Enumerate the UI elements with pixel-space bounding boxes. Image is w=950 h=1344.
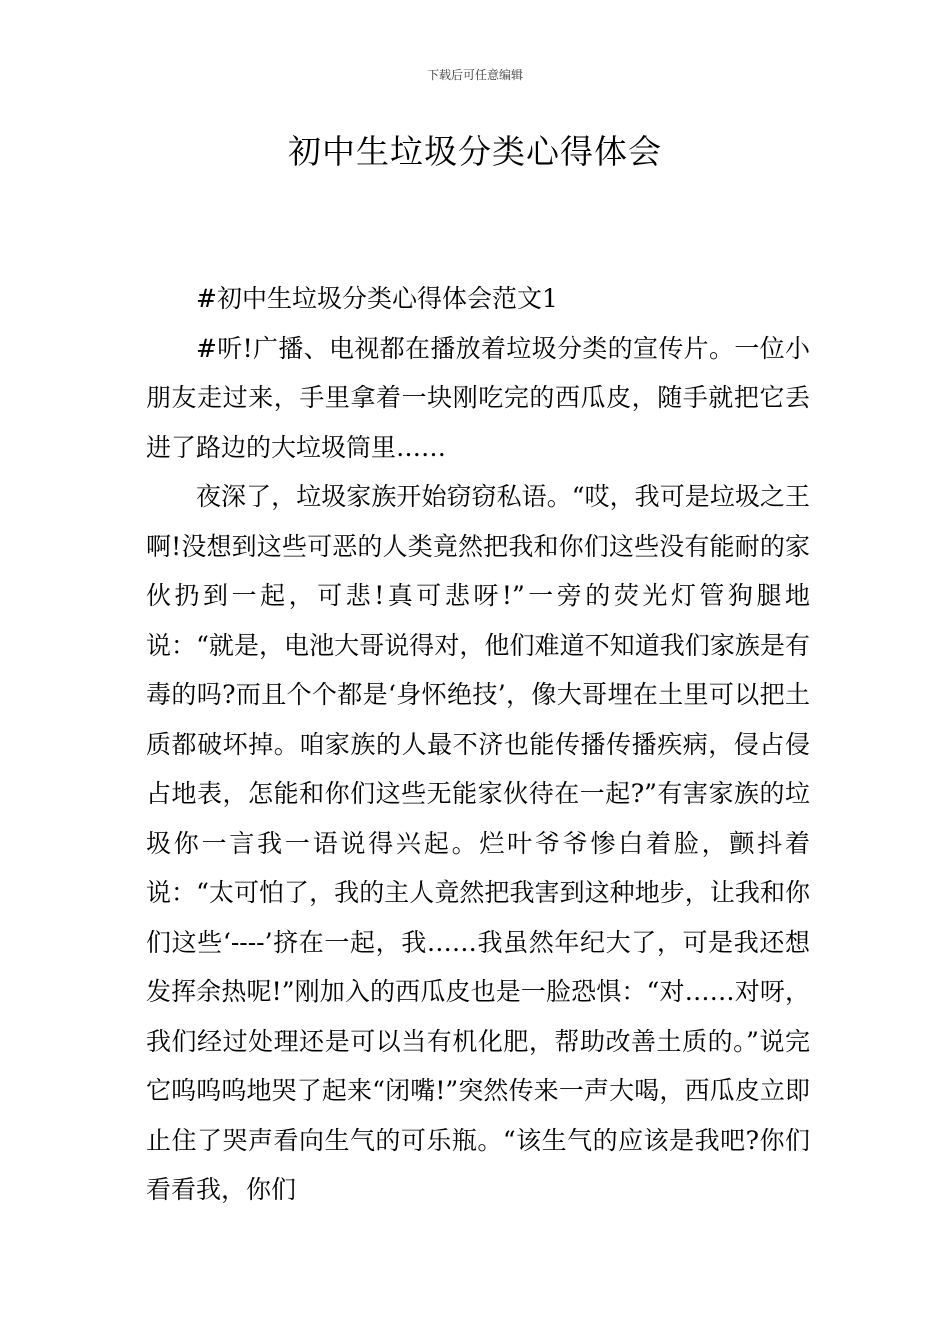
paragraph-story: 夜深了，垃圾家族开始窃窃私语。“哎，我可是垃圾之王啊!没想到这些可恶的人类竟然把我和你们这些没有能耐的家伙扔到一起，可悲!真可悲呀!”一旁的荧光灯管狗腿地说：“就是，电池大哥说得对，他们难道不知道我们家族是有毒的吗?而且个个都是‘身怀绝技’，像大哥埋在土里可以把土质都破坏掉。咱家族的人最不济也能传播传播疾病，侵占侵占地表，怎能和你们这些无能家伙待在一起?”有害家族的垃圾你一言我一语说得兴起。烂叶爷爷惨白着脸，颤抖着说：“太可怕了，我的主人竟然把我害到这种地步，让我和你们这些‘----’挤在一起，我……我虽然年纪大了，可是我还想发挥余热呢!”刚加入的西瓜皮也是一脸恐惧：“对……对呀，我们经过处理还是可以当有机化肥，帮助改善土质的。”说完它呜呜呜地哭了起来“闭嘴!”突然传来一声大喝，西瓜皮立即止住了哭声看向生气的可乐瓶。“该生气的应该是我吧?你们看看我，你们	[146, 482, 810, 1204]
header-note: 下载后可任意编辑	[426, 68, 523, 82]
paragraph-heading: #初中生垃圾分类心得体会范文1	[196, 284, 558, 313]
document-body	[146, 274, 810, 1215]
paragraph-intro: #听!广播、电视都在播放着垃圾分类的宣传片。一位小朋友走过来，手里拿着一块刚吃完的西瓜皮，随手就把它丢进了路边的大垃圾筒里……	[146, 333, 810, 462]
document-title: 初中生垃圾分类心得体会	[288, 132, 662, 171]
